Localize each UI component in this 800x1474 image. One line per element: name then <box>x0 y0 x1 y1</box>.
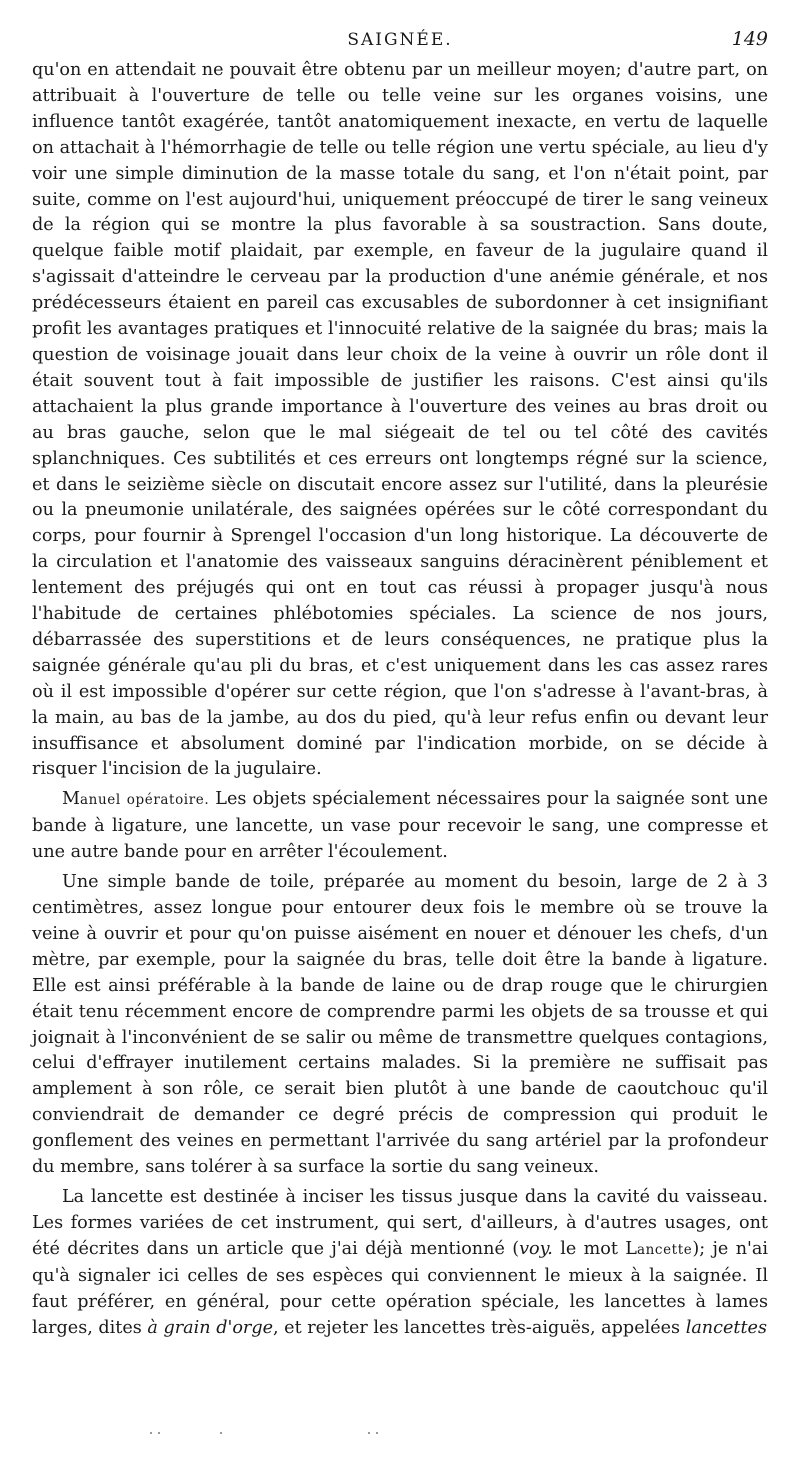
speck <box>158 1432 160 1434</box>
paragraph-lancette <box>32 1185 768 1341</box>
paragraph-text: , et rejeter les lancettes très-aiguës, appelées <box>273 1317 686 1338</box>
paragraph-text: La lancette est destinée à inciser les tissus jusque dans la cavité du vaisseau. Les formes variées de cet instrument, qui sert, d'ailleurs, à d'autres usages, ont été décrites dans un article que j'ai déjà mentionné ( <box>32 1186 768 1259</box>
small-caps-rest: ancette <box>636 1241 693 1258</box>
running-head <box>32 26 768 58</box>
running-title: SAIGNÉE. <box>347 30 453 50</box>
print-specks <box>150 1432 450 1440</box>
paragraph-text: qu'on en attendait ne pouvait être obtenu par un meilleur moyen; d'autre part, on attribuait à l'ouverture de telle ou telle veine sur les organes voisins, une influence tantôt exagérée, tantôt anatomiquement inexacte, en vertu de laquelle on attachait à l'hémorrhagie de telle ou telle région une vertu spéciale, au lieu d'y voir une simple diminution de la masse totale du sang, et l'on n'était point, par suite, comme on l'est aujourd'hui, uniquement préoccupé de tirer le sang veineux de la région qui se montre la plus favorable à sa soustraction. Sans doute, quelque faible motif plaidait, par exemple, en faveur de la jugulaire quand il s'agissait d'atteindre le cerveau par la production d'une anémie générale, et nos prédécesseurs étaient en pareil cas excusables de subordonner à cet insignifiant profit les avantages pratiques et l'innocuité relative de la saignée du bras; mais la question de voisinage jouait dans leur choix de la veine à ouvrir un rôle dont il était souvent tout à fait impossible de justifier les raisons. C'est ainsi qu'ils attachaient la plus grande importance à l'ouverture des veines au bras droit ou au bras gauche, selon que le mal siégeait de tel ou tel côté des cavités splanchniques. Ces subtilités et ces erreurs ont longtemps régné sur la science, et dans le seizième siècle on discutait encore assez sur l'utilité, dans la pleurésie ou la pneumonie unilatérale, des saignées opérées sur le côté correspondant du corps, pour fournir à Sprengel l'occasion d'un long historique. La découverte de la circulation et l'anatomie des vaisseaux sanguins déracinèrent péniblement et lentement des préjugés qui ont en tout cas réussi à propager jusqu'à nous l'habitude de certaines phlébotomies spéciales. La science de nos jours, débarrassée des superstitions et de leurs conséquences, ne pratique plus la saignée générale qu'au pli du bras, et c'est uniquement dans les cas assez rares où il est impossible d'opérer sur cette région, que l'on s'adresse à l'avant-bras, à la main, au bas de la jambe, au dos du pied, qu'à leur refus enfin ou devant leur insuffisance et absolument dominé par l'indication morbide, on se décide à risquer l'incision de la jugulaire. <box>32 60 768 780</box>
speck <box>150 1432 152 1434</box>
small-caps-initial: L <box>625 1238 637 1259</box>
paragraph-manuel-operatoire <box>32 787 768 866</box>
italic-reference: voy. <box>519 1238 553 1259</box>
paragraph-text: Une simple bande de toile, préparée au moment du besoin, large de 2 à 3 centimètres, assez longue pour entourer deux fois le membre où se trouve la veine à ouvrir et pour qu'on puisse aisément en nouer et dénouer les chefs, d'un mètre, par exemple, pour la saignée du bras, telle doit être la bande à ligature. Elle est ainsi préférable à la bande de laine ou de drap rouge que le chirurgien était tenu récemment encore de comprendre parmi les objets de sa trousse et qui joignait à l'inconvénient de se salir ou même de transmettre quelques contagions, celui d'effrayer inutilement certains malades. Si la première ne suffisait pas amplement à son rôle, ce serait bien plutôt à une bande de caoutchouc qu'il conviendrait de demander ce degré précis de compression qui produit le gonflement des veines en permettant l'arrivée du sang artériel par la profondeur du membre, sans tolérer à sa surface la sortie du sang veineux. <box>32 872 768 1178</box>
paragraph <box>32 870 768 1181</box>
section-lead-rest: anuel <box>80 792 121 809</box>
page-number: 149 <box>731 28 768 50</box>
paragraph-text: ); je n'ai qu'à signaler ici celles de ses espèces qui conviennent le mieux à la saignée. Il faut préférer, en général, pour cette opération spéciale, les lancettes à lames larges, dites <box>32 1238 768 1338</box>
section-lead-word: opératoire. <box>126 792 210 809</box>
paragraph <box>32 58 768 783</box>
italic-term: à grain d'orge <box>147 1317 273 1338</box>
paragraph-text: le mot <box>552 1238 626 1259</box>
paragraph-text: Les objets spécialement nécessaires pour la saignée sont une bande à ligature, une lancette, un vase pour recevoir le sang, une compresse et une autre bande pour en arrêter l'écoulement. <box>32 789 769 863</box>
book-page <box>32 26 768 1341</box>
speck <box>376 1432 378 1434</box>
speck <box>368 1432 370 1434</box>
italic-term: lancettes <box>685 1317 767 1338</box>
speck <box>220 1432 222 1434</box>
section-lead-initial: M <box>62 789 81 810</box>
